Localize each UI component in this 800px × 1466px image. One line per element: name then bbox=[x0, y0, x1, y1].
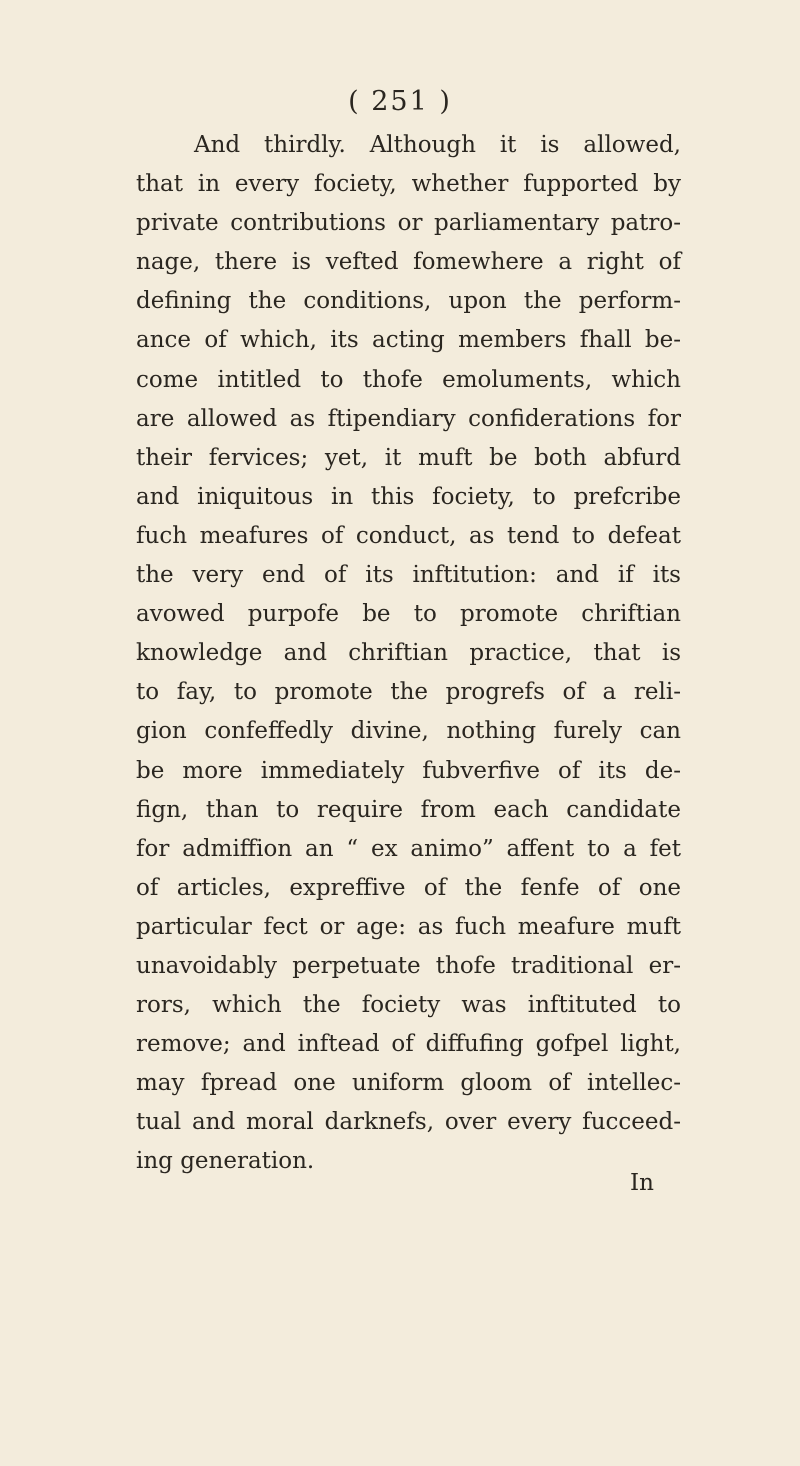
text-line: their fervices; yet, it muft be both abfurd bbox=[136, 444, 681, 471]
text-line: ing generation. bbox=[136, 1148, 315, 1175]
text-line: fuch meafures of conduct, as tend to defeat bbox=[136, 522, 681, 549]
body-paragraph bbox=[136, 126, 681, 1182]
text-line: may fpread one uniform gloom of intellec- bbox=[136, 1070, 681, 1097]
text-line: knowledge and chriftian practice, that is bbox=[136, 640, 681, 667]
text-line: particular fect or age: as fuch meafure muft bbox=[136, 913, 681, 940]
text-line: rors, which the fociety was inftituted to bbox=[136, 992, 681, 1019]
text-line: gion confeffedly divine, nothing furely can bbox=[136, 718, 681, 745]
text-line: remove; and inftead of diffufing gofpel light, bbox=[136, 1031, 681, 1058]
text-line: private contributions or parliamentary patro- bbox=[136, 210, 681, 237]
text-line: of articles, expreffive of the fenfe of one bbox=[136, 874, 681, 901]
text-line: nage, there is vefted fomewhere a right of bbox=[136, 249, 681, 276]
text-line: ance of which, its acting members fhall be- bbox=[136, 327, 681, 354]
text-line: that in every fociety, whether fupported by bbox=[136, 171, 681, 198]
page-number: ( 251 ) bbox=[348, 86, 452, 117]
text-line: come intitled to thofe emoluments, which bbox=[136, 366, 681, 393]
text-line: tual and moral darknefs, over every fucceed- bbox=[136, 1109, 681, 1136]
text-line: And thirdly. Although it is allowed, bbox=[194, 132, 681, 158]
text-line: for admiffion an “ ex animo” affent to a fet bbox=[136, 835, 681, 862]
text-line: and iniquitous in this fociety, to prefcribe bbox=[136, 483, 681, 510]
text-line: defining the conditions, upon the perform- bbox=[136, 288, 681, 315]
text-line: be more immediately fubverfive of its de- bbox=[136, 757, 681, 784]
text-line: the very end of its inftitution: and if its bbox=[136, 562, 681, 589]
text-line: to fay, to promote the progrefs of a reli- bbox=[136, 679, 681, 706]
text-line: are allowed as ftipendiary confiderations for bbox=[136, 405, 681, 432]
text-line: fign, than to require from each candidate bbox=[136, 796, 681, 823]
text-line: avowed purpofe be to promote chriftian bbox=[136, 601, 681, 628]
catchword: In bbox=[630, 1170, 654, 1196]
text-line: unavoidably perpetuate thofe traditional er- bbox=[136, 952, 681, 979]
